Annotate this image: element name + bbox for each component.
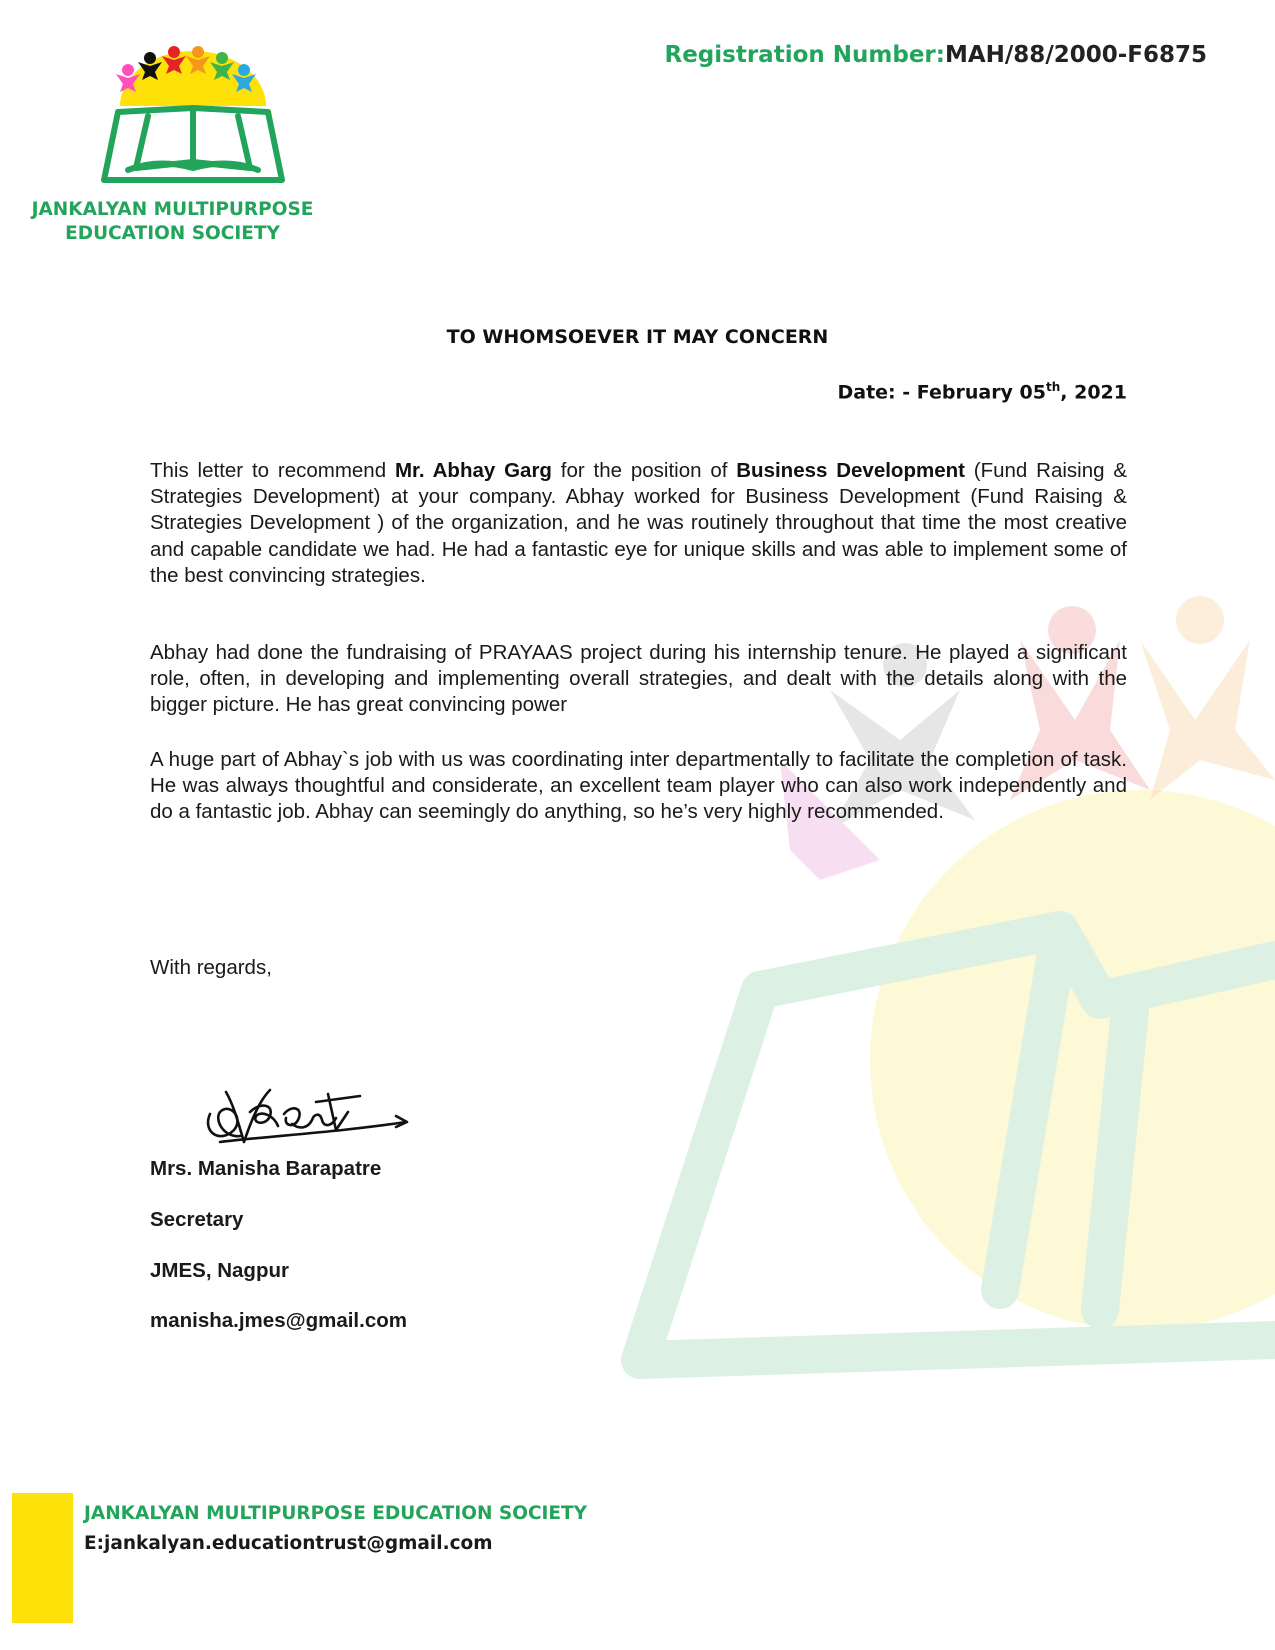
letter-heading: TO WHOMSOEVER IT MAY CONCERN (446, 326, 829, 348)
footer-email-value: jankalyan.educationtrust@gmail.com (104, 1533, 493, 1554)
date-ordinal-suffix: th (1046, 380, 1061, 394)
logo-organization-name (20, 198, 325, 246)
logo-name-line-2: EDUCATION SOCIETY (65, 223, 280, 244)
position-title: Business Development (736, 459, 965, 482)
registration-label: Registration Number: (664, 42, 945, 68)
date-prefix: Date: - February 05 (837, 381, 1046, 404)
footer-organization-name: JANKALYAN MULTIPURPOSE EDUCATION SOCIETY (84, 1503, 588, 1524)
p1-text-b: for the position of (551, 459, 737, 482)
book-sun-logo-icon (98, 44, 288, 194)
signatory-email: manisha.jmes@gmail.com (150, 1309, 407, 1332)
footer-accent-bar (12, 1493, 73, 1623)
paragraph-1 (150, 458, 1127, 589)
paragraph-2: Abhay had done the fundraising of PRAYAAS project during his internship tenure. He played a significant role, often, in developing and implementing overall strategies, and dealt with the details along with the bigger picture. He has great convincing power (150, 641, 1127, 717)
letter-date (838, 380, 1128, 403)
date-year: , 2021 (1060, 381, 1127, 404)
organization-logo (20, 44, 330, 254)
p1-text-c: (Fund Raising & Strategies Development) at your company. Abhay worked for Business Development (Fund Raising & Strategies Development ) of the organization, and he was routinely throughout that time the most creative and capable candidate we had. He had a fantastic eye for unique skills and was able to implement some of the best convincing strategies. (150, 459, 1128, 587)
p1-text-a: This letter to recommend (150, 459, 395, 482)
signatory-organization: JMES, Nagpur (150, 1259, 289, 1282)
paragraph-3: A huge part of Abhay`s job with us was coordinating inter departmentally to facilitate the completion of task. He was always thoughtful and considerate, an excellent team player who can also work independently and do a fantastic job. Abhay can seemingly do anything, so he’s very highly recommended. (150, 748, 1127, 824)
closing-regards: With regards, (150, 956, 272, 979)
registration-value: MAH/88/2000-F6875 (944, 42, 1207, 68)
signatory-name: Mrs. Manisha Barapatre (150, 1157, 382, 1180)
logo-name-line-1: JANKALYAN MULTIPURPOSE (31, 199, 314, 220)
footer-email (84, 1533, 493, 1554)
footer-email-label: E: (84, 1533, 105, 1554)
registration-number (665, 42, 1208, 68)
signatory-title: Secretary (150, 1208, 244, 1231)
handwritten-signature-icon (200, 1072, 410, 1157)
candidate-name: Mr. Abhay Garg (394, 459, 552, 482)
